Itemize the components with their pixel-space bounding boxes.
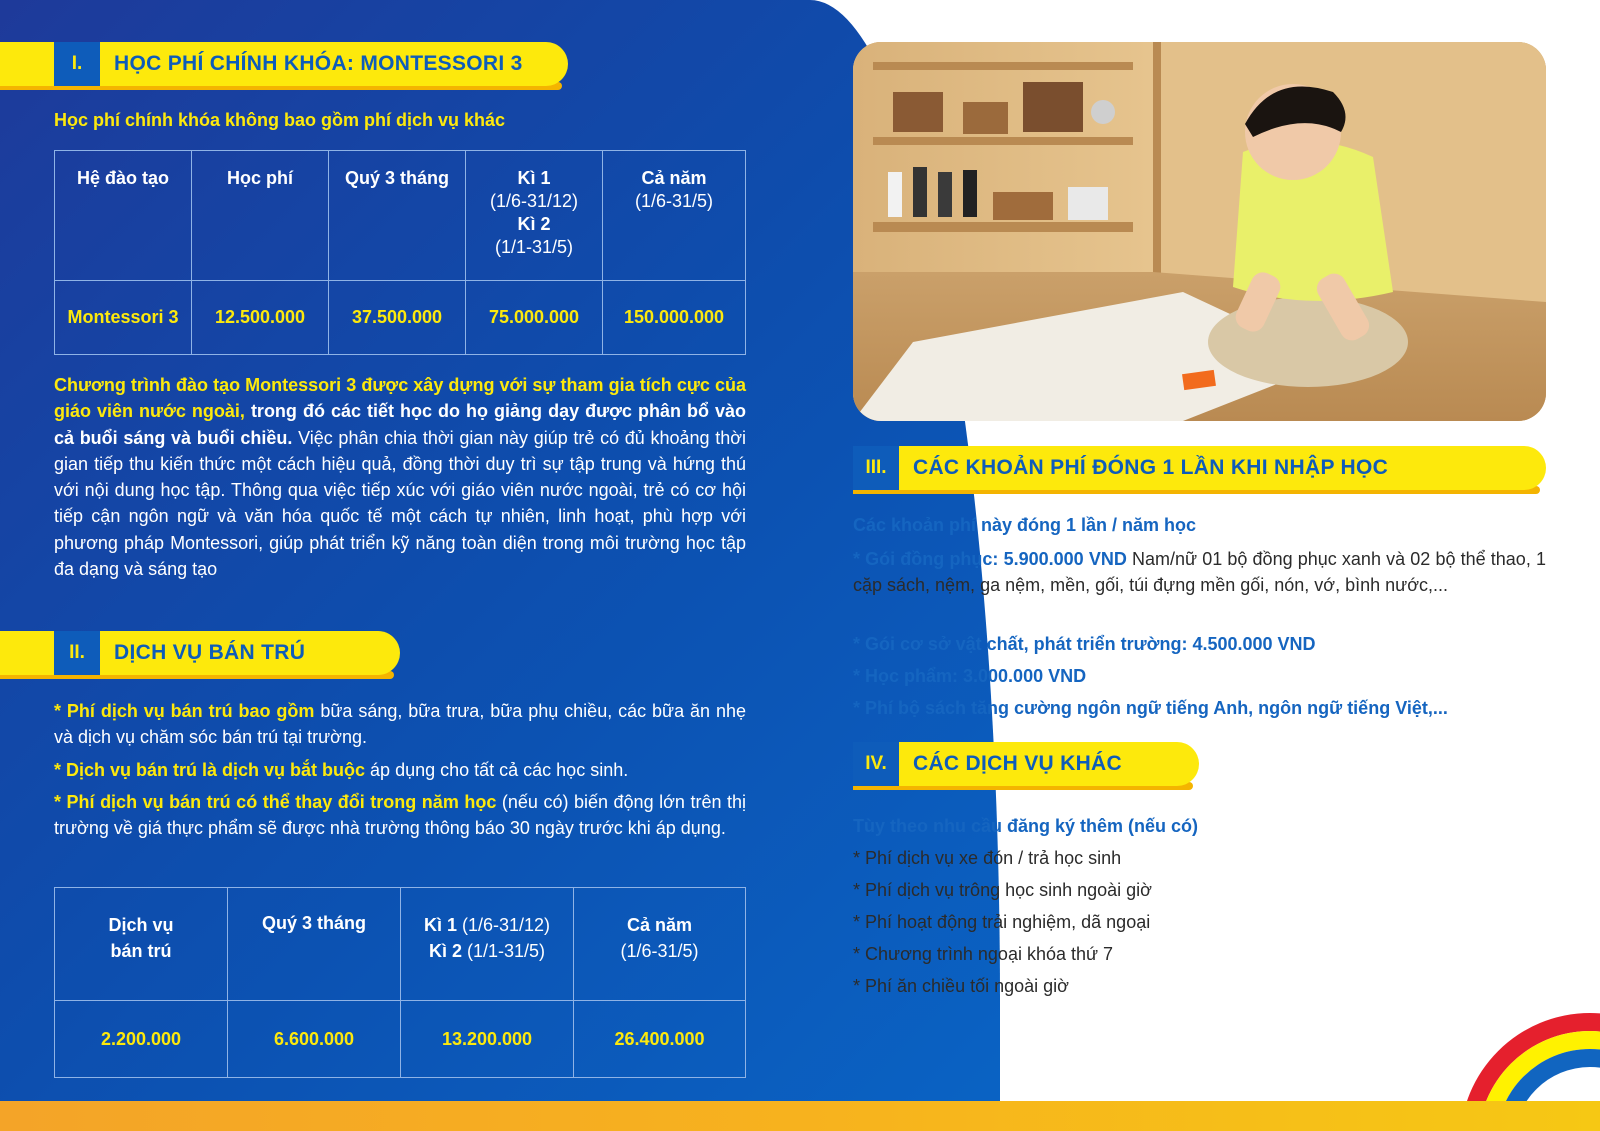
section-2-number: II. [54,631,100,675]
other-service-item: * Phí dịch vụ trông học sinh ngoài giờ [853,880,1152,900]
boarding-table [54,887,746,1078]
section-3-header [853,446,1546,494]
boarding-cell: 26.400.000 [574,1001,746,1078]
facility-fee: * Gói cơ sở vật chất, phát triển trường: 4.500.000 VND [853,634,1316,654]
boarding-note-1: * Phí dịch vụ bán trú bao gồm bữa sáng, bữa trưa, bữa phụ chiều, các bữa ăn nhẹ và dịch vụ chăm sóc bán trú tại trường. [54,701,747,747]
section-4-note: Tùy theo nhu cầu đăng ký thêm (nếu có) [853,816,1199,836]
other-service-item: * Phí hoạt động trải nghiệm, dã ngoại [853,912,1151,932]
boarding-header-service: Dịch vụ bán trú [55,888,228,1001]
tuition-cell: 150.000.000 [603,281,746,355]
boarding-cell: 13.200.000 [401,1001,574,1078]
child-montessori-photo [853,42,1546,421]
supplies-fee: * Học phẩm: 3.000.000 VND [853,666,1087,686]
other-service-item: * Phí ăn chiều tối ngoài giờ [853,976,1069,996]
tuition-header-year: Cả năm (1/6-31/5) [603,151,746,281]
book-fee: * Phí bộ sách tăng cường ngôn ngữ tiếng Anh, ngôn ngữ tiếng Việt,... [853,698,1448,718]
section-4-number: IV. [853,742,899,786]
uniform-fee: * Gói đồng phục: 5.900.000 VND Nam/nữ 01 bộ đồng phục xanh và 02 bộ thể thao, 1 cặp sách, nệm, ga nệm, mền, gối, túi đựng mền gối, nón, vớ, bình nước,... [853,549,1546,595]
section-4-title: CÁC DỊCH VỤ KHÁC [913,752,1122,775]
tuition-cell: 12.500.000 [192,281,329,355]
boarding-header-year: Cả năm (1/6-31/5) [574,888,746,1001]
boarding-header-semester: Kì 1 (1/6-31/12) Kì 2 (1/1-31/5) [401,888,574,1001]
section-1-header [0,42,568,90]
tuition-header-semester: Kì 1 (1/6-31/12) Kì 2 (1/1-31/5) [466,151,603,281]
section-1-number: I. [54,42,100,86]
other-service-item: * Phí dịch vụ xe đón / trả học sinh [853,848,1122,868]
section-3-note: Các khoản phí này đóng 1 lần / năm học [853,515,1197,535]
section-3-number: III. [853,446,899,490]
tuition-table [54,150,746,355]
tuition-header-fee: Học phí [192,151,329,281]
tuition-cell: 75.000.000 [466,281,603,355]
section-2-header [0,631,400,679]
program-description: Chương trình đào tạo Montessori 3 được xây dựng với sự tham gia tích cực của giáo viên nước ngoài, trong đó các tiết học do họ giảng dạy được phân bổ vào cả buổi sáng và buổi chiều. Việc phân chia thời gian này giúp trẻ có đủ khoảng thời gian tiếp thu kiến thức một cách hiệu quả, đồng thời duy trì sự tập trung và hứng thú với nội dung học tập. Thông qua việc tiếp xúc với giáo viên nước ngoài, trẻ có cơ hội tiếp cận ngôn ngữ và văn hóa quốc tế một cách tự nhiên, linh hoạt, phù hợp với phương pháp Montessori, giúp phát triển kỹ năng toàn diện trong môi trường học tập đa dạng và sáng tạo [54,375,747,580]
section-3-title: CÁC KHOẢN PHÍ ĐÓNG 1 LẦN KHI NHẬP HỌC [913,456,1389,479]
boarding-note-2: * Dịch vụ bán trú là dịch vụ bắt buộc áp dụng cho tất cả các học sinh. [54,760,629,780]
boarding-header-quarter: Quý 3 tháng [228,888,401,1001]
section-1-title: HỌC PHÍ CHÍNH KHÓA: MONTESSORI 3 [114,52,523,75]
section-2-title: DỊCH VỤ BÁN TRÚ [114,641,306,664]
tuition-cell: Montessori 3 [55,281,192,355]
section-4-header [853,742,1199,790]
boarding-note-3: * Phí dịch vụ bán trú có thể thay đổi trong năm học (nếu có) biến động lớn trên thị trường về giá thực phẩm sẽ được nhà trường thông báo 30 ngày trước khi áp dụng. [54,792,747,838]
boarding-cell: 6.600.000 [228,1001,401,1078]
boarding-cell: 2.200.000 [55,1001,228,1078]
tuition-cell: 37.500.000 [329,281,466,355]
section-1-note: Học phí chính khóa không bao gồm phí dịch vụ khác [54,110,506,130]
other-service-item: * Chương trình ngoại khóa thứ 7 [853,944,1114,964]
tuition-header-quarter: Quý 3 tháng [329,151,466,281]
tuition-header-program: Hệ đào tạo [55,151,192,281]
